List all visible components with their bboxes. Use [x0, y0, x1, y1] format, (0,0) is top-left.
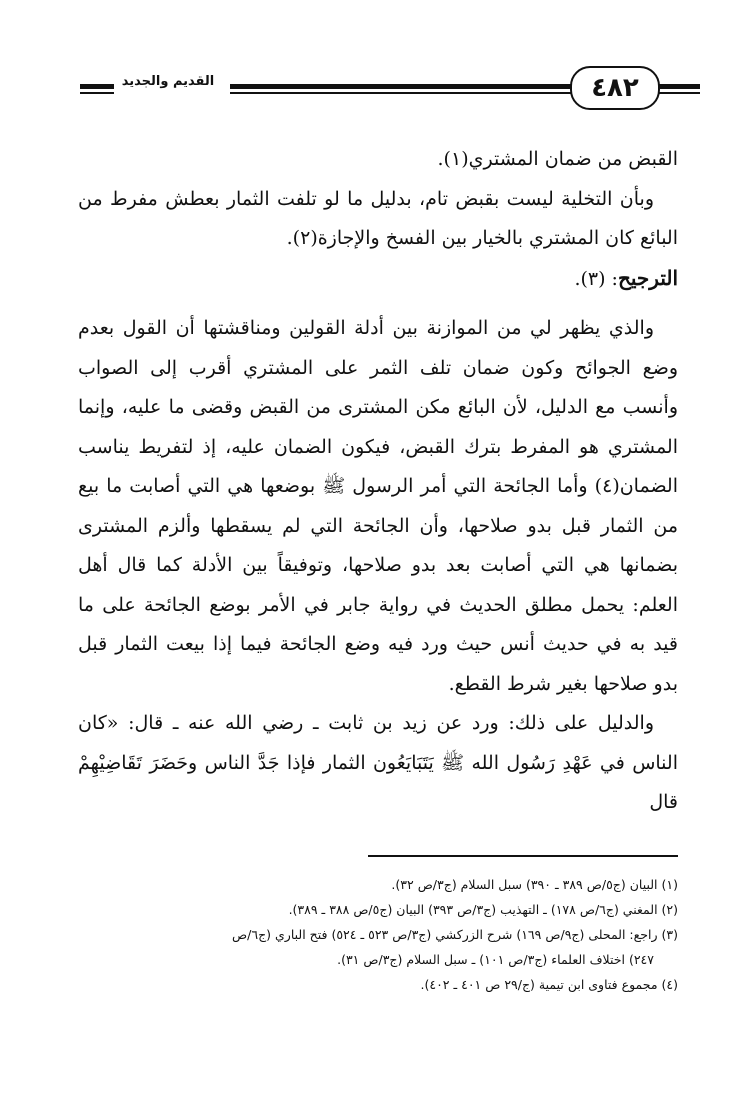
- spacer: [78, 299, 678, 309]
- page-number: ٤٨٢: [570, 66, 660, 110]
- paragraph-4: والدليل على ذلك: ورد عن زيد بن ثابت ـ رضي الله عنه ـ قال: «كان الناس في عَهْدِ رَسُول الله ﷺ يَتَبَايَعُون الثمار فإذا جَدَّ الناس وحَضَرَ تَقَاضِيْهِمْ قال: [78, 712, 678, 813]
- page-header: [80, 66, 700, 110]
- paragraph-1: القبض من ضمان المشتري(١).: [437, 148, 678, 170]
- paragraph-2: وبأن التخلية ليست بقبض تام، بدليل ما لو تلفت الثمار بعطش مفرط من البائع كان المشتري بالخيار بين الفسخ والإجازة(٢).: [78, 187, 678, 249]
- paragraph-3: والذي يظهر لي من الموازنة بين أدلة القولين ومناقشتها أن القول بعدم وضع الجوائح وكون ضمان تلف الثمر على المشتري أقرب إلى الصواب وأنسب مع الدليل، لأن البائع مكن المشترى من القبض وقضى ما عليه، وإنما المشتري هو المفرط بترك القبض، فيكون الضمان عليه، إذ لتفريط يناسب الضمان(٤) وأما الجائحة التي أمر الرسول ﷺ بوضعها هي التي أصابت ما بيع من الثمار قبل بدو صلاحها، وأن الجائحة التي لم يسقطها وألزم المشترى بضمانها هي التي أصابت بعد بدو صلاحها، وتوفيقاً بين الأدلة كما قال أهل العلم: يحمل مطلق الحديث في رواية جابر في الأمر بوضع الجائحة على ما قيد به في حديث أنس حيث ورد فيه وضع الجائحة فيما إذا بيعت الثمار قبل بدو صلاحها بغير شرط القطع.: [78, 317, 678, 695]
- section-heading: الترجيح: [617, 265, 678, 290]
- section-heading-note: : (٣).: [574, 267, 618, 290]
- footnote-3-continued: ٢٤٧) اختلاف العلماء (ج٣/ص ١٠١) ـ سبل السلام (ج٣/ص ٣١).: [337, 952, 654, 967]
- header-rule-thick: [230, 84, 572, 89]
- running-title: القديم والجديد: [121, 74, 215, 89]
- header-rule-right: [656, 84, 700, 89]
- footnotes: [84, 872, 678, 997]
- main-text: [78, 140, 678, 823]
- footnote-separator: [368, 855, 678, 857]
- footnote-4: (٤) مجموع فتاوى ابن تيمية (ج/٢٩ ص ٤٠١ ـ ٤٠٢).: [420, 977, 678, 992]
- footnote-2: (٢) المغني (ج٦/ص ١٧٨) ـ التهذيب (ج٣/ص ٣٩٣) البيان (ج٥/ص ٣٨٨ ـ ٣٨٩).: [288, 902, 678, 917]
- footnote-3: (٣) راجع: المحلى (ج٩/ص ١٦٩) شرح الزركشي (ج٣/ص ٥٢٣ ـ ٥٢٤) فتح الباري (ج٦/ص: [232, 927, 678, 942]
- header-rule-left-thin: [80, 92, 114, 94]
- header-rule-left: [80, 84, 114, 89]
- header-rule-thin: [230, 92, 572, 94]
- header-rule-right-thin: [656, 92, 700, 94]
- heading-line: [78, 259, 678, 300]
- footnote-1: (١) البيان (ج٥/ص ٣٨٩ ـ ٣٩٠) سبل السلام (ج٣/ص ٣٢).: [391, 877, 678, 892]
